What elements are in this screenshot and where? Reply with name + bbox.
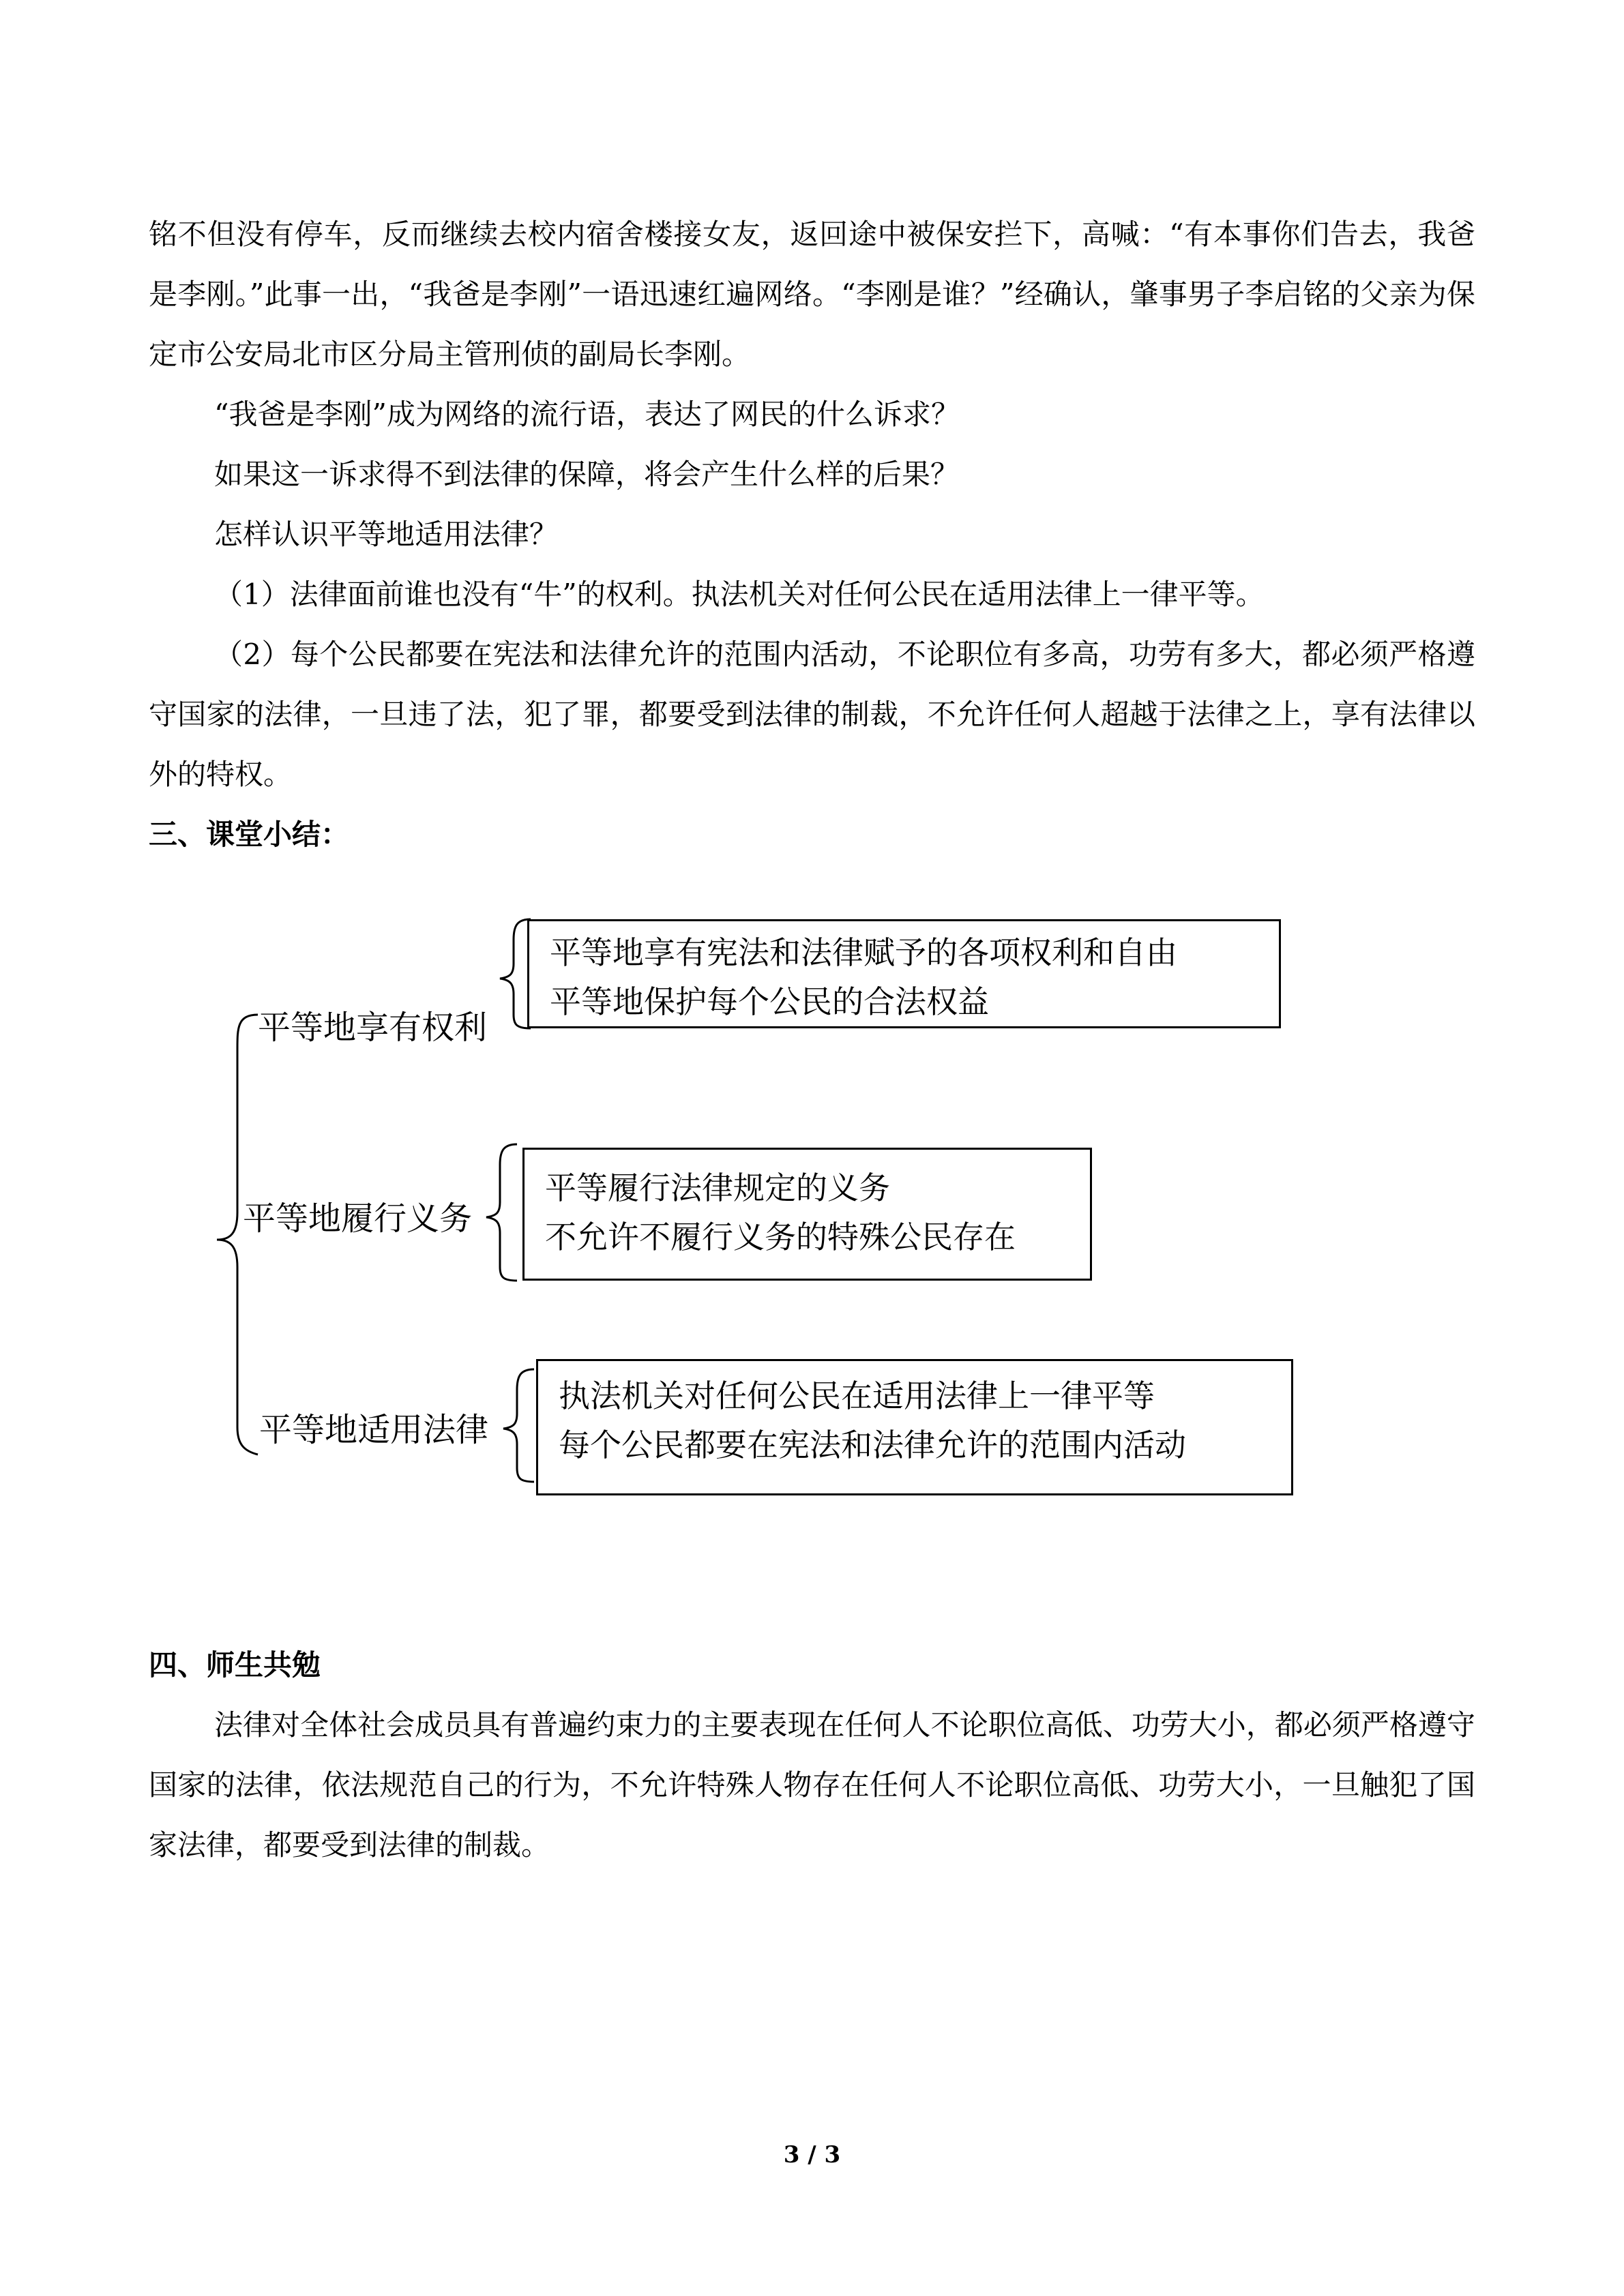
page-number: 3 / 3 (783, 2141, 841, 2168)
group-line: 平等地保护每个公民的合法权益 (550, 983, 989, 1020)
summary-diagram (149, 912, 1475, 1608)
answer-1: （1）法律面前谁也没有“牛”的权利。执法机关对任何公民在适用法律上一律平等。 (214, 578, 1265, 611)
group-label-duties: 平等地履行义务 (243, 1199, 473, 1238)
brace-1 (500, 919, 531, 1028)
encourage-paragraph: 法律对全体社会成员具有普遍约束力的主要表现在任何人不论职位高低、功劳大小，都必须严格遵守国家的法律，依法规范自己的行为，不允许特殊人物存在任何人不论职位高低、功劳大小，一旦触犯了国家法律，都要受到法律的制裁。 (149, 1708, 1475, 1862)
group-line: 执法机关对任何公民在适用法律上一律平等 (559, 1377, 1155, 1414)
intro-paragraph: 铭不但没有停车，反而继续去校内宿舍楼接女友，返回途中被保安拦下，高喊：“有本事你们告去，我爸是李刚。”此事一出，“我爸是李刚”一语迅速红遍网络。“李刚是谁？”经确认，肇事男子李启铭的父亲为保定市公安局北市区分局主管刑侦的副局长李刚。 (149, 218, 1475, 371)
group-label-law: 平等地适用法律 (259, 1411, 489, 1449)
question-1: “我爸是李刚”成为网络的流行语，表达了网民的什么诉求？ (214, 398, 960, 431)
group-line: 平等地享有宪法和法律赋予的各项权利和自由 (550, 934, 1177, 971)
group-line: 不允许不履行义务的特殊公民存在 (545, 1219, 1016, 1255)
group-line: 平等履行法律规定的义务 (545, 1169, 890, 1206)
group-box-duties (522, 1148, 1092, 1281)
question-3: 怎样认识平等地适用法律？ (214, 518, 559, 551)
encourage-heading: 四、师生共勉 (149, 1648, 321, 1682)
document-body (149, 205, 1475, 1875)
group-line: 每个公民都要在宪法和法律允许的范围内活动 (559, 1427, 1186, 1463)
group-label-rights: 平等地享有权利 (258, 1009, 488, 1047)
brace-2 (486, 1144, 517, 1281)
group-box-law (536, 1359, 1293, 1495)
brace-3 (503, 1369, 534, 1482)
group-box-rights (527, 919, 1281, 1028)
answer-2: （2）每个公民都要在宪法和法律允许的范围内活动，不论职位有多高，功劳有多大，都必须严格遵守国家的法律，一旦违了法，犯了罪，都要受到法律的制裁，不允许任何人超越于法律之上，享有法律以外的特权。 (149, 638, 1475, 791)
summary-heading: 三、课堂小结： (149, 818, 350, 851)
question-2: 如果这一诉求得不到法律的保障，将会产生什么样的后果？ (214, 458, 960, 491)
